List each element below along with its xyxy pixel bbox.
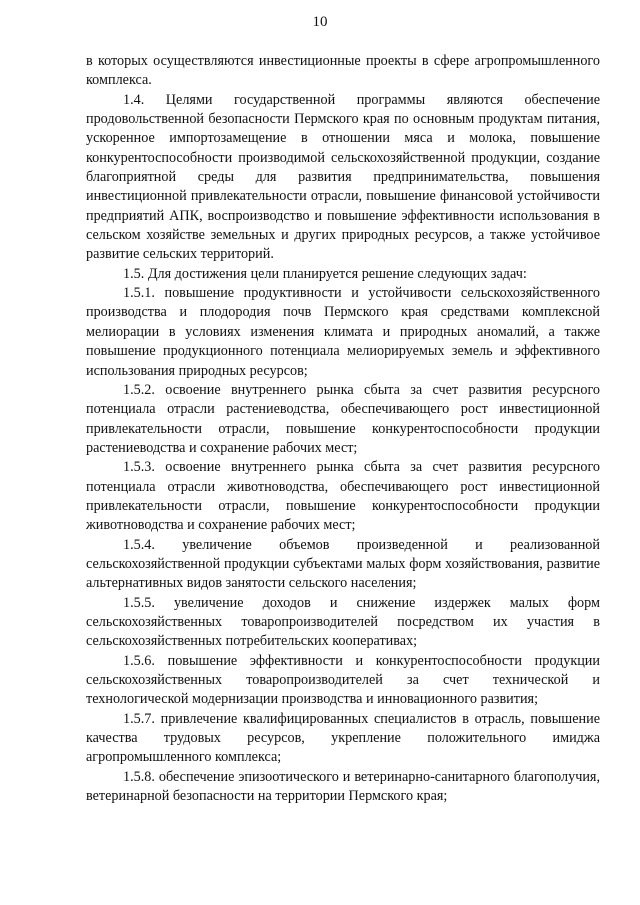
paragraph-1-5-4: 1.5.4. увеличение объемов произведенной и реализованной сельскохозяйственной продукции субъектами малых форм хозяйствования, развитие альтернативных видов занятости сельского населения; xyxy=(86,536,600,592)
paragraph-1-5-tasks-intro: 1.5. Для достижения цели планируется решение следующих задач: xyxy=(123,265,527,282)
paragraph-1-4-program-goals: 1.4. Целями государственной программы являются обеспечение продовольственной безопасности Пермского края по основным продуктам питания, ускоренное импортозамещение в отношении мяса и молока, повышение конкурентоспособности производимой сельскохозяйственной продукции, создание благоприятной среды для развития предпринимательства, повышения инвестиционной привлекательности отрасли, повышение финансовой устойчивости предприятий АПК, воспроизводство и повышение эффективности использования в сельском хозяйстве земельных и других природных ресурсов, а также устойчивое развитие сельских территорий. xyxy=(86,91,600,263)
paragraph-1-5-3: 1.5.3. освоение внутреннего рынка сбыта за счет развития ресурсного потенциала отрасли животноводства, обеспечивающего рост инвестиционной привлекательности отрасли, повышение конкурентоспособности продукции животноводства и сохранение рабочих мест; xyxy=(86,459,600,534)
document-body xyxy=(86,52,600,806)
paragraph-continuation: в которых осуществляются инвестиционные проекты в сфере агропромышленного комплекса. xyxy=(86,53,600,89)
paragraph-1-5-7: 1.5.7. привлечение квалифицированных специалистов в отрасль, повышение качества трудовых ресурсов, укрепление положительного имиджа агропромышленного комплекса; xyxy=(86,710,600,766)
page-number: 10 xyxy=(312,14,328,30)
paragraph-1-5-6: 1.5.6. повышение эффективности и конкурентоспособности продукции сельскохозяйственных товаропроизводителей за счет технической и технологической модернизации производства и инновационного развития; xyxy=(86,652,600,708)
paragraph-1-5-1: 1.5.1. повышение продуктивности и устойчивости сельскохозяйственного производства и плодородия почв Пермского края средствами комплексной мелиорации в условиях изменения климата и природных аномалий, а также повышение продукционного потенциала мелиорируемых земель и эффективного использования природных ресурсов; xyxy=(86,285,600,379)
paragraph-1-5-8: 1.5.8. обеспечение эпизоотического и ветеринарно-санитарного благополучия, ветеринарной безопасности на территории Пермского края; xyxy=(86,768,600,805)
paragraph-1-5-5: 1.5.5. увеличение доходов и снижение издержек малых форм сельскохозяйственных товаропроизводителей посредством их участия в сельскохозяйственных потребительских кооперативах; xyxy=(86,594,600,650)
paragraph-1-5-2: 1.5.2. освоение внутреннего рынка сбыта за счет развития ресурсного потенциала отрасли растениеводства, обеспечивающего рост инвестиционной привлекательности отрасли, повышение конкурентоспособности продукции растениеводства и сохранение рабочих мест; xyxy=(86,381,600,456)
